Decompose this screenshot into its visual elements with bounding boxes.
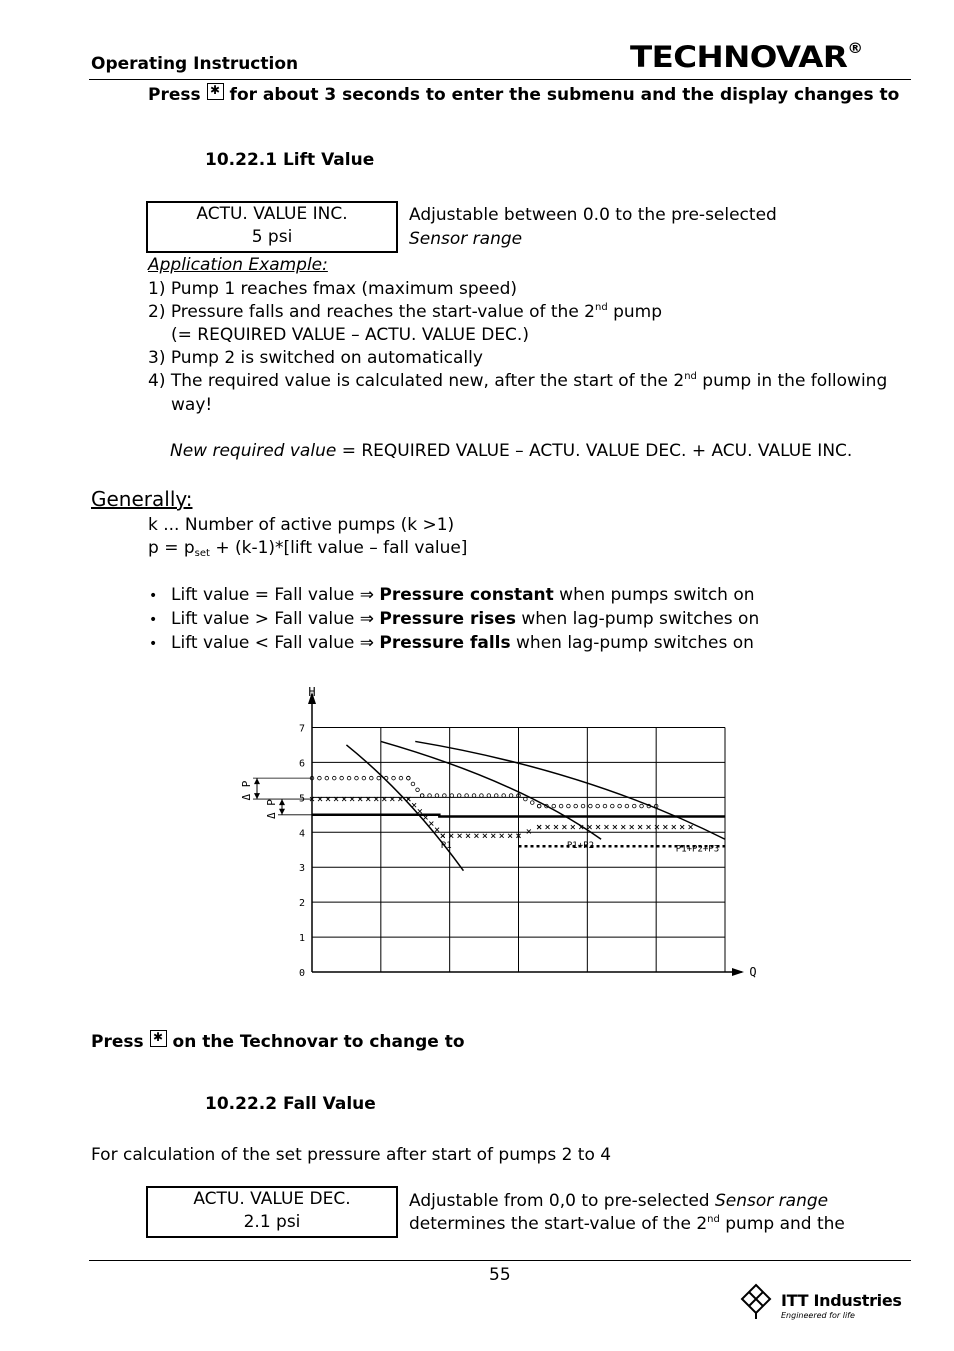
y-tick-label: 0: [298, 968, 306, 979]
footer-rule: [89, 1260, 911, 1261]
pressure-marker-circle: [632, 804, 636, 808]
intro-rest: for about 3 seconds to enter the submenu and the display changes to: [229, 85, 900, 105]
lcd-line2: 2.1 psi: [243, 1212, 301, 1232]
pressure-marker-cross: [527, 829, 531, 833]
brand-logo: [630, 40, 862, 74]
pressure-marker-circle: [377, 776, 381, 780]
intro-line: [148, 85, 899, 106]
pressure-marker-cross: [508, 834, 512, 838]
company-name: ITT Industries: [781, 1291, 902, 1310]
section-heading-lift: 10.22.1 Lift Value: [205, 150, 375, 170]
pressure-marker-cross: [546, 825, 550, 829]
header-rule: [89, 79, 911, 80]
press-line-2: [91, 1032, 465, 1053]
delta-p-label: Δ P: [265, 799, 278, 820]
intro-press: Press: [148, 85, 201, 105]
itt-logo-icon: [737, 1282, 775, 1320]
pressure-marker-cross: [596, 825, 600, 829]
pressure-marker-cross: [491, 834, 495, 838]
fall-desc2-a: determines the start-value of the 2: [409, 1214, 708, 1234]
pressure-marker-circle: [603, 804, 607, 808]
pressure-marker-cross: [474, 834, 478, 838]
pump-curve-chart: [230, 680, 770, 990]
brand-name: TECHNOVAR: [630, 40, 848, 74]
pressure-marker-circle: [567, 804, 571, 808]
bullet-2-a: Lift value > Fall value ⇒: [171, 609, 380, 629]
pressure-marker-cross: [429, 822, 433, 826]
pressure-marker-cross: [537, 825, 541, 829]
pressure-marker-cross: [458, 834, 462, 838]
pressure-marker-cross: [418, 809, 422, 813]
pressure-marker-circle: [589, 804, 593, 808]
bullet-3-a: Lift value < Fall value ⇒: [171, 633, 380, 653]
item4-tail: pump in the following: [696, 371, 888, 391]
pressure-marker-circle: [407, 776, 411, 780]
pump-curve-line: [415, 741, 725, 839]
bullet-icon: •: [149, 612, 158, 628]
pressure-marker-circle: [399, 776, 403, 780]
y-tick-label: 3: [298, 863, 306, 875]
pressure-marker-circle: [347, 776, 351, 780]
item4-sup: nd: [684, 371, 697, 382]
p-rest: + (k-1)*[lift value – fall value]: [209, 538, 468, 558]
pressure-marker-cross: [680, 825, 684, 829]
example-item-4: [148, 371, 887, 391]
lcd-line1: ACTU. VALUE DEC.: [193, 1189, 351, 1209]
asterisk-key-icon: ✱: [150, 1030, 167, 1047]
pressure-marker-circle: [610, 804, 614, 808]
pressure-marker-cross: [604, 825, 608, 829]
page-number: 55: [489, 1265, 511, 1285]
generally-line2: [148, 538, 467, 558]
pressure-marker-circle: [411, 782, 415, 786]
pressure-marker-cross: [441, 834, 445, 838]
fall-desc2-sup: nd: [707, 1214, 720, 1225]
example-item-3: 3) Pump 2 is switched on automatically: [148, 348, 483, 368]
pressure-marker-circle: [596, 804, 600, 808]
item4-text: 4) The required value is calculated new, after the start of the 2: [148, 371, 685, 391]
lift-desc-line2: Sensor range: [409, 229, 523, 249]
p-sub: set: [194, 548, 210, 559]
pressure-marker-circle: [318, 776, 322, 780]
pressure-marker-circle: [574, 804, 578, 808]
p-text: p = p: [148, 538, 195, 558]
press2-press: Press: [91, 1032, 144, 1052]
pressure-marker-circle: [625, 804, 629, 808]
bullet-1-a: Lift value = Fall value ⇒: [171, 585, 380, 605]
pressure-marker-cross: [554, 825, 558, 829]
pressure-marker-circle: [340, 776, 344, 780]
pressure-marker-circle: [640, 804, 644, 808]
y-tick-label: 5: [298, 793, 306, 805]
pressure-marker-cross: [613, 825, 617, 829]
pressure-marker-cross: [435, 828, 439, 832]
pressure-marker-circle: [332, 776, 336, 780]
pressure-marker-circle: [325, 776, 329, 780]
lift-desc-line1: Adjustable between 0.0 to the pre-selected: [409, 205, 777, 225]
pressure-marker-circle: [618, 804, 622, 808]
bullet-1-b: when pumps switch on: [553, 585, 755, 605]
formula-rest: = REQUIRED VALUE – ACTU. VALUE DEC. + ACU. VALUE INC.: [336, 441, 853, 461]
generally-title: Generally:: [91, 487, 193, 511]
x-axis-arrow: [732, 968, 744, 976]
registered-mark: ®: [847, 41, 863, 57]
pressure-marker-cross: [466, 834, 470, 838]
y-tick-label: 4: [298, 828, 306, 840]
example-item-2: [148, 302, 662, 322]
y-tick-label: 2: [298, 898, 306, 910]
formula-italic: New required value: [170, 441, 337, 461]
bullet-3-b: when lag-pump switches on: [510, 633, 754, 653]
lcd-display-lift: [146, 201, 398, 253]
example-title: Application Example:: [148, 255, 328, 275]
pump-curve-line: [346, 745, 463, 871]
bullet-item-2: [171, 609, 759, 629]
pressure-marker-cross: [412, 803, 416, 807]
pressure-marker-cross: [588, 825, 592, 829]
pressure-marker-cross: [663, 825, 667, 829]
pressure-marker-circle: [530, 801, 534, 805]
pressure-marker-circle: [355, 776, 359, 780]
item2-text: 2) Pressure falls and reaches the start-value of the 2: [148, 302, 595, 322]
fall-desc2-b: pump and the: [719, 1214, 845, 1234]
bullet-icon: •: [149, 588, 158, 604]
curve-label: P1+P2+P3: [675, 844, 720, 855]
fall-desc-line2: [409, 1214, 845, 1234]
pressure-marker-circle: [370, 776, 374, 780]
pressure-marker-circle: [537, 804, 541, 808]
pressure-marker-cross: [562, 825, 566, 829]
header-title: Operating Instruction: [91, 54, 299, 74]
press2-rest: on the Technovar to change to: [172, 1032, 465, 1052]
y-axis-label: H: [308, 685, 316, 699]
pressure-marker-circle: [392, 776, 396, 780]
pressure-marker-circle: [416, 788, 420, 792]
pressure-marker-cross: [621, 825, 625, 829]
asterisk-key-icon: ✱: [207, 83, 224, 100]
bullet-icon: •: [149, 636, 158, 652]
bullet-2-b: when lag-pump switches on: [515, 609, 760, 629]
item2-tail: pump: [607, 302, 663, 322]
x-axis-label: Q: [749, 965, 757, 979]
example-item-4-cont: way!: [171, 395, 213, 415]
pressure-marker-circle: [552, 804, 556, 808]
bullet-item-3: [171, 633, 754, 653]
lcd-line1: ACTU. VALUE INC.: [196, 204, 348, 224]
y-tick-label: 1: [298, 933, 306, 945]
curve-label: P1+P2: [566, 840, 594, 851]
pressure-marker-cross: [500, 834, 504, 838]
section-heading-fall: 10.22.2 Fall Value: [205, 1094, 376, 1114]
example-formula: [170, 441, 852, 461]
pressure-marker-circle: [362, 776, 366, 780]
pressure-marker-cross: [672, 825, 676, 829]
item2-sup: nd: [595, 302, 608, 313]
pressure-marker-cross: [638, 825, 642, 829]
y-tick-label: 7: [298, 723, 306, 735]
fall-intro: For calculation of the set pressure after start of pumps 2 to 4: [91, 1145, 612, 1165]
bullet-1-bold: Pressure constant: [379, 585, 554, 605]
bullet-2-bold: Pressure rises: [379, 609, 516, 629]
generally-line1: k ... Number of active pumps (k >1): [148, 515, 455, 535]
lcd-display-fall: [146, 1186, 398, 1238]
pressure-marker-circle: [581, 804, 585, 808]
pressure-marker-cross: [483, 834, 487, 838]
company-tagline: Engineered for life: [781, 1311, 855, 1320]
pressure-marker-circle: [559, 804, 563, 808]
pressure-marker-cross: [689, 825, 693, 829]
pressure-marker-cross: [630, 825, 634, 829]
lcd-line2: 5 psi: [251, 227, 293, 247]
fall-desc-italic: Sensor range: [714, 1191, 829, 1211]
bullet-3-bold: Pressure falls: [379, 633, 511, 653]
delta-p-label: Δ P: [240, 780, 253, 801]
y-tick-label: 6: [298, 758, 306, 770]
pressure-marker-cross: [655, 825, 659, 829]
fall-desc-line1: [409, 1191, 828, 1211]
bullet-item-1: [171, 585, 755, 605]
curve-label: P1: [440, 840, 452, 851]
pressure-marker-cross: [647, 825, 651, 829]
example-item-2-cont: (= REQUIRED VALUE – ACTU. VALUE DEC.): [171, 325, 529, 345]
pressure-marker-cross: [571, 825, 575, 829]
example-item-1: 1) Pump 1 reaches fmax (maximum speed): [148, 279, 517, 299]
fall-desc-a: Adjustable from 0,0 to pre-selected: [409, 1191, 715, 1211]
